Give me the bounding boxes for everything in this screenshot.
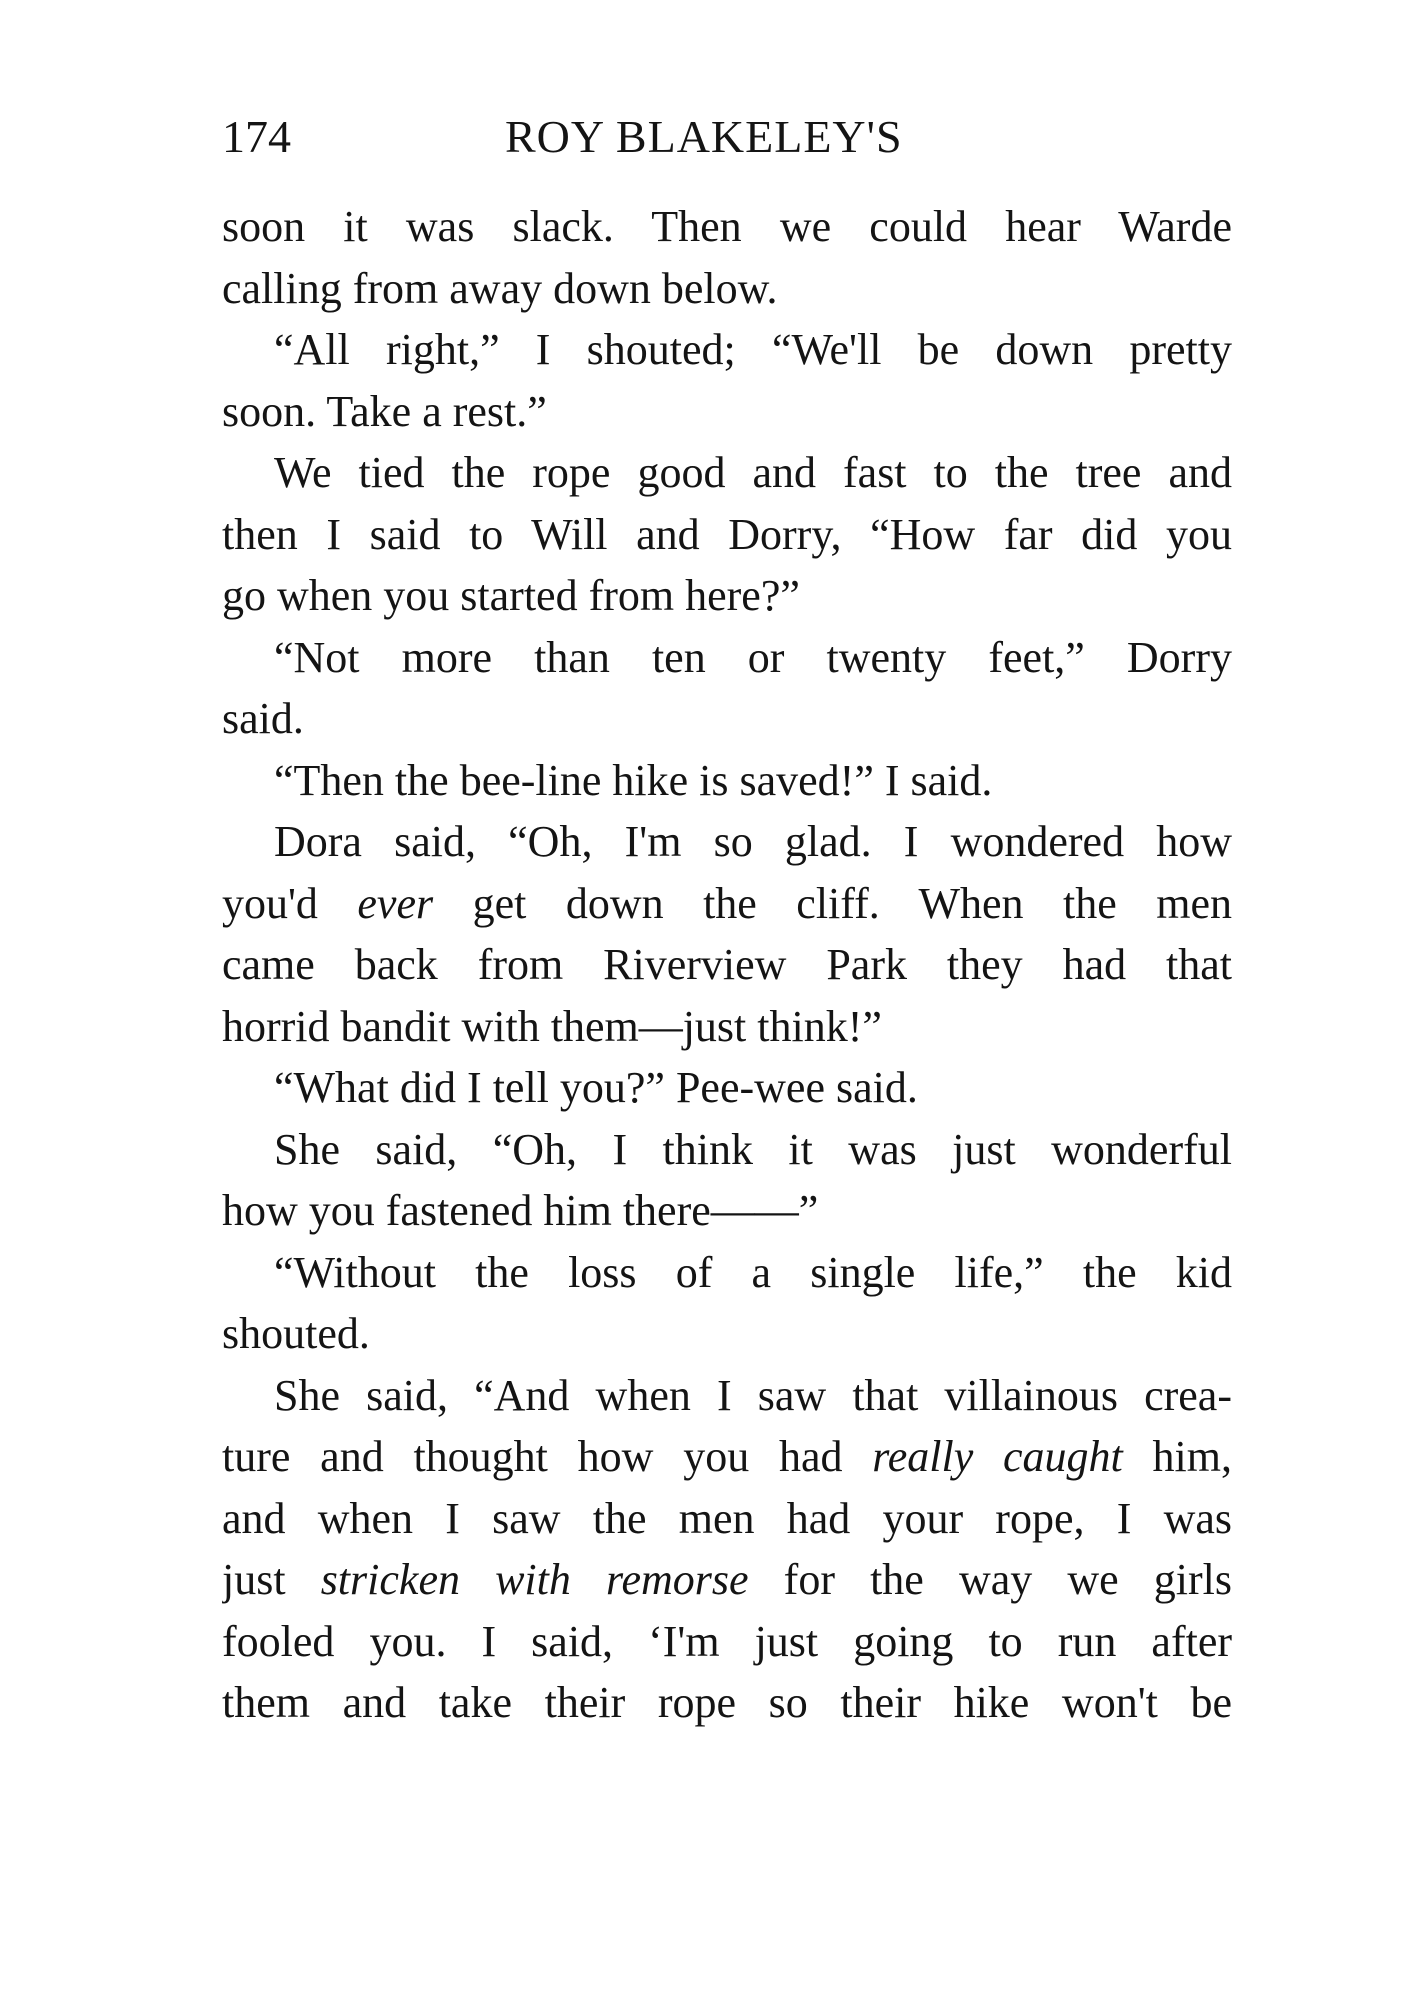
text-line: go when you started from here?” <box>222 571 800 620</box>
text-line: then I said to Will and Dorry, “How far did you <box>222 509 1232 559</box>
page-number: 174 <box>222 111 291 162</box>
text-line: “What did I tell you?” Pee-wee said. <box>274 1063 918 1112</box>
text-line: and when I saw the men had your rope, I was <box>222 1493 1232 1543</box>
text-segment: for the way we girls <box>748 1555 1232 1604</box>
text-line: soon it was slack. Then we could hear Warde <box>222 202 1232 251</box>
text-line: “All right,” I shouted; “We'll be down pretty <box>274 325 1232 374</box>
text-line: We tied the rope good and fast to the tree and <box>274 448 1232 497</box>
text-line: horrid bandit with them—just think!” <box>222 1001 882 1051</box>
text-line: She said, “Oh, I think it was just wonderful <box>274 1124 1232 1174</box>
text-line <box>222 1426 1232 1488</box>
italic-text: really caught <box>872 1432 1123 1481</box>
text-line: “Without the loss of a single life,” the kid <box>274 1247 1232 1297</box>
text-segment: just <box>222 1555 321 1604</box>
italic-text: ever <box>357 878 434 928</box>
text-segment: him, <box>1122 1432 1232 1481</box>
body-text <box>222 196 1232 1734</box>
running-head <box>222 102 1222 172</box>
text-line: them and take their rope so their hike won't be <box>222 1678 1232 1727</box>
text-line: came back from Riverview Park they had that <box>222 940 1232 989</box>
text-line: calling from away down below. <box>222 263 778 313</box>
text-line: how you fastened him there——” <box>222 1186 819 1235</box>
text-line <box>222 873 1232 935</box>
text-line: “Not more than ten or twenty feet,” Dorry <box>274 632 1232 682</box>
italic-text: stricken with remorse <box>320 1555 749 1604</box>
text-line: Dora said, “Oh, I'm so glad. I wondered how <box>274 817 1232 866</box>
text-segment: get down the cliff. When the men <box>433 878 1232 928</box>
running-title: ROY BLAKELEY'S <box>505 111 903 162</box>
text-line: “Then the bee-line hike is saved!” I said. <box>274 755 993 805</box>
text-line: soon. Take a rest.” <box>222 386 547 436</box>
text-line: fooled you. I said, ‘I'm just going to run after <box>222 1616 1232 1666</box>
text-segment: ture and thought how you had <box>222 1432 873 1481</box>
text-line: said. <box>222 694 304 743</box>
text-line <box>222 1549 1232 1611</box>
text-segment: you'd <box>222 878 358 928</box>
text-line: She said, “And when I saw that villainous crea- <box>274 1370 1232 1420</box>
text-line: shouted. <box>222 1309 370 1358</box>
